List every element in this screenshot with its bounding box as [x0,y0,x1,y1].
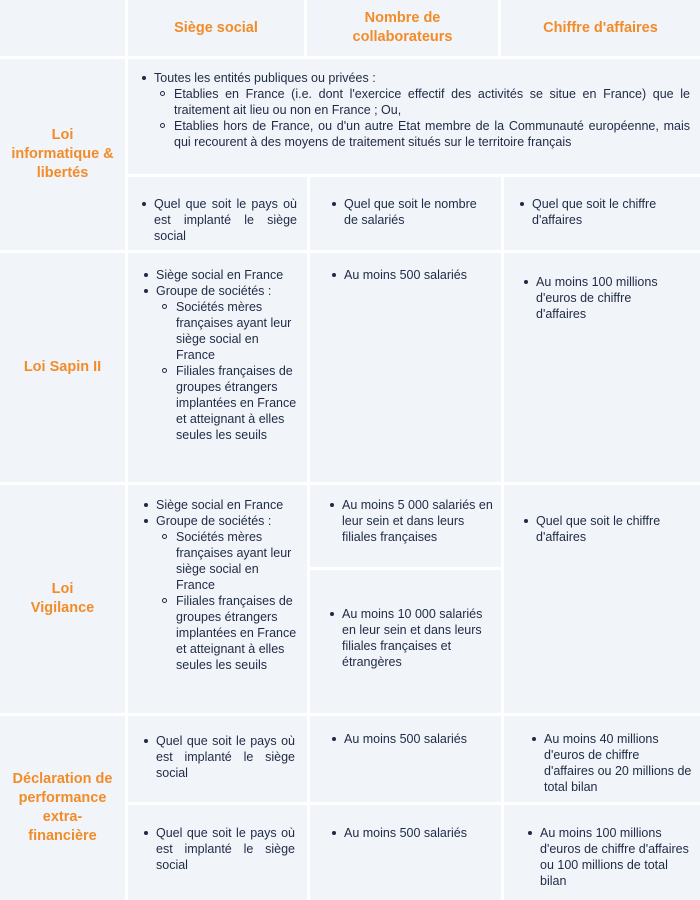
header-chiffre-affaires: Chiffre d'affaires [501,0,700,56]
list-item: Au moins 500 salariés [328,731,491,747]
list-item [138,70,690,150]
scope-list [138,70,690,150]
list-item [140,513,301,673]
row-label-loi-sapin: Loi Sapin II [0,253,125,482]
loi-vigilance-ca-cell [504,485,700,713]
list-item: Au moins 500 salariés [328,267,491,283]
list-item: Quel que soit le chiffre d'affaires [520,513,690,545]
dpef-siege-cell-2 [128,805,307,900]
loi-sapin-siege-cell [128,253,307,482]
header-corner [0,0,125,56]
list-item: Sociétés mères françaises ayant leur siège social en France [156,299,301,363]
scope-main-text: Toutes les entités publiques ou privées : [154,71,376,85]
list-item [140,283,301,443]
list-item: Au moins 40 millions d'euros de chiffre d'affaires ou 20 millions de total bilan [528,731,692,795]
row-label-loi-informatique: Loi informatique & libertés [0,59,125,250]
list-item: Au moins 10 000 salariés en leur sein et dans leurs filiales françaises et étrangères [326,606,495,670]
list-item: Au moins 100 millions d'euros de chiffre d'affaires ou 100 millions de total bilan [524,825,692,889]
loi-sapin-collab-cell [310,253,501,482]
loi-informatique-collab-cell [310,177,501,250]
dpef-siege-cell-1 [128,716,307,802]
list-item: Quel que soit le pays où est implanté le siège social [138,196,297,244]
dpef-ca-cell-2 [504,805,700,900]
header-siege-social: Siège social [128,0,304,56]
list-item: Quel que soit le pays où est implanté le siège social [140,733,295,781]
dpef-ca-cell-1 [504,716,700,802]
list-item: Quel que soit le pays où est implanté le siège social [140,825,295,873]
dpef-collab-cell-2 [310,805,501,900]
loi-informatique-ca-cell [504,177,700,250]
list-item: Filiales françaises de groupes étrangers implantées en France et atteignant à elles seules les seuils [156,593,301,673]
loi-vigilance-siege-cell [128,485,307,713]
row-label-dpef: Déclaration de performance extra-financière [0,716,125,900]
list-item: Au moins 5 000 salariés en leur sein et dans leurs filiales françaises [326,497,493,545]
scope-sublist [154,86,690,150]
list-item: Filiales françaises de groupes étrangers implantées en France et atteignant à elles seules les seuils [156,363,301,443]
row-label-loi-vigilance: Loi Vigilance [0,485,125,713]
loi-vigilance-collab-cell-2 [310,570,501,713]
list-item: Quel que soit le nombre de salariés [328,196,491,228]
header-nombre-collaborateurs: Nombre de collaborateurs [307,0,498,56]
loi-sapin-ca-cell [504,253,700,482]
list-item: Au moins 100 millions d'euros de chiffre d'affaires [520,274,660,322]
list-item: Etablies hors de France, ou d'un autre Etat membre de la Communauté européenne, mais qui recourent à des moyens de traitement situés sur le territoire français [154,118,690,150]
list-item: Quel que soit le chiffre d'affaires [516,196,690,228]
loi-informatique-siege-cell [128,177,307,250]
list-item: Etablies en France (i.e. dont l'exercice effectif des activités se situe en France) que le traitement ait lieu ou non en France ; Ou, [154,86,690,118]
dpef-collab-cell-1 [310,716,501,802]
list-item: Siège social en France [140,497,301,513]
loi-vigilance-collab-cell-1 [310,485,501,567]
list-item: Siège social en France [140,267,301,283]
list-item: Sociétés mères françaises ayant leur siège social en France [156,529,301,593]
loi-informatique-scope-cell [128,59,700,174]
list-item: Au moins 500 salariés [328,825,491,841]
group-label: Groupe de sociétés : [156,284,272,298]
group-label: Groupe de sociétés : [156,514,272,528]
